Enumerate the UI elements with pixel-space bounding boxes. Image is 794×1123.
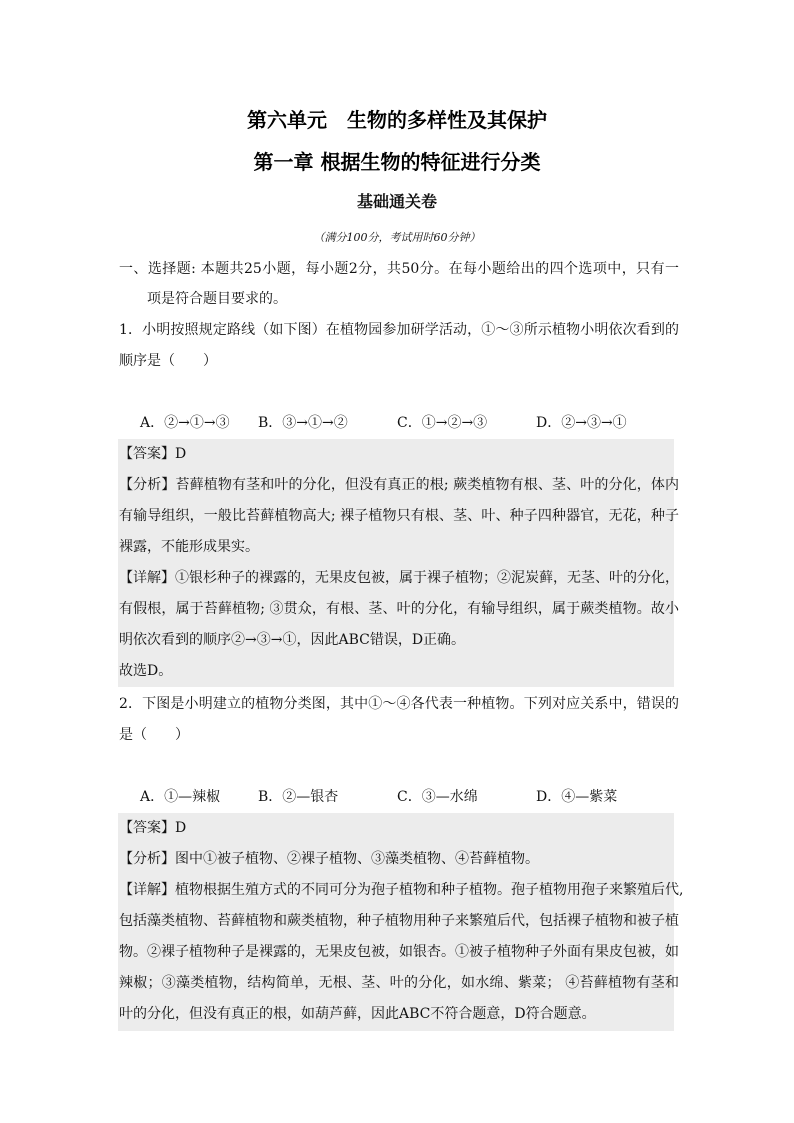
q2-analysis-line1: 【分析】图中①被子植物、②裸子植物、③藻类植物、④苔藓植物。 <box>119 851 539 867</box>
q2-option-b: B．②—银杏 <box>258 789 339 805</box>
q1-analysis-line1: 【分析】苔藓植物有茎和叶的分化，但没有真正的根; 蕨类植物有根、茎、叶的分化，体内 <box>119 477 679 493</box>
q2-answer: 【答案】D <box>119 820 187 836</box>
q1-analysis-line3: 裸露，不能形成果实。 <box>119 539 259 555</box>
q1-detail-line1: 【详解】①银杉种子的裸露的，无果皮包被，属于裸子植物；②泥炭藓，无茎、叶的分化， <box>119 570 679 586</box>
q2-stem-line2: 是（ ） <box>119 727 189 743</box>
chapter-title: 第一章 根据生物的特征进行分类 <box>253 150 541 174</box>
q1-detail-line3: 明依次看到的顺序②→③→①，因此ABC错误，D正确。 <box>119 632 466 648</box>
q2-stem-line1: 2．下图是小明建立的植物分类图，其中①～④各代表一种植物。下列对应关系中，错误的 <box>119 696 679 712</box>
q2-option-d: D．④—紫菜 <box>536 789 618 805</box>
q1-option-d: D．②→③→① <box>536 415 627 431</box>
section-instruction-line2: 项是符合题目要求的。 <box>147 291 287 307</box>
q1-conclusion: 故选D。 <box>119 663 173 679</box>
q1-option-c: C．①→②→③ <box>397 415 488 431</box>
q2-option-a: A．①—辣椒 <box>140 789 221 805</box>
paper-subtitle: 基础通关卷 <box>356 192 437 211</box>
q1-stem-line1: 1．小明按照规定路线（如下图）在植物园参加研学活动，①～③所示植物小明依次看到的 <box>119 322 679 338</box>
q1-option-a: A．②→①→③ <box>140 415 230 431</box>
q1-stem-line2: 顺序是（ ） <box>119 353 217 369</box>
section-instruction-line1: 一、选择题: 本题共25小题，每小题2分，共50分。在每小题给出的四个选项中，只有一 <box>119 261 679 277</box>
q1-analysis-line2: 有输导组织，一般比苔藓植物高大; 裸子植物只有根、茎、叶、种子四种器官，无花，种子 <box>119 508 679 524</box>
q1-answer: 【答案】D <box>119 446 187 462</box>
q2-option-c: C．③—水绵 <box>397 789 478 805</box>
q2-detail-line2: 包括藻类植物、苔藓植物和蕨类植物，种子植物用种子来繁殖后代，包括裸子植物和被子植 <box>119 913 679 929</box>
q1-option-b: B．③→①→② <box>258 415 348 431</box>
unit-title: 第六单元 生物的多样性及其保护 <box>247 108 547 132</box>
score-time-note: （满分100分，考试用时60分钟） <box>313 231 481 244</box>
q1-detail-line2: 有假根，属于苔藓植物; ③贯众，有根、茎、叶的分化，有输导组织，属于蕨类植物。故小 <box>119 601 679 617</box>
q2-detail-line5: 叶的分化，但没有真正的根，如葫芦藓，因此ABC不符合题意，D符合题意。 <box>119 1006 596 1022</box>
q2-detail-line3: 物。②裸子植物种子是裸露的，无果皮包被，如银杏。①被子植物种子外面有果皮包被，如 <box>119 944 679 960</box>
q2-detail-line1: 【详解】植物根据生殖方式的不同可分为孢子植物和种子植物。孢子植物用孢子来繁殖后代, <box>119 882 684 898</box>
q2-detail-line4: 辣椒；③藻类植物，结构简单，无根、茎、叶的分化，如水绵、紫菜； ④苔藓植物有茎和 <box>119 975 679 991</box>
